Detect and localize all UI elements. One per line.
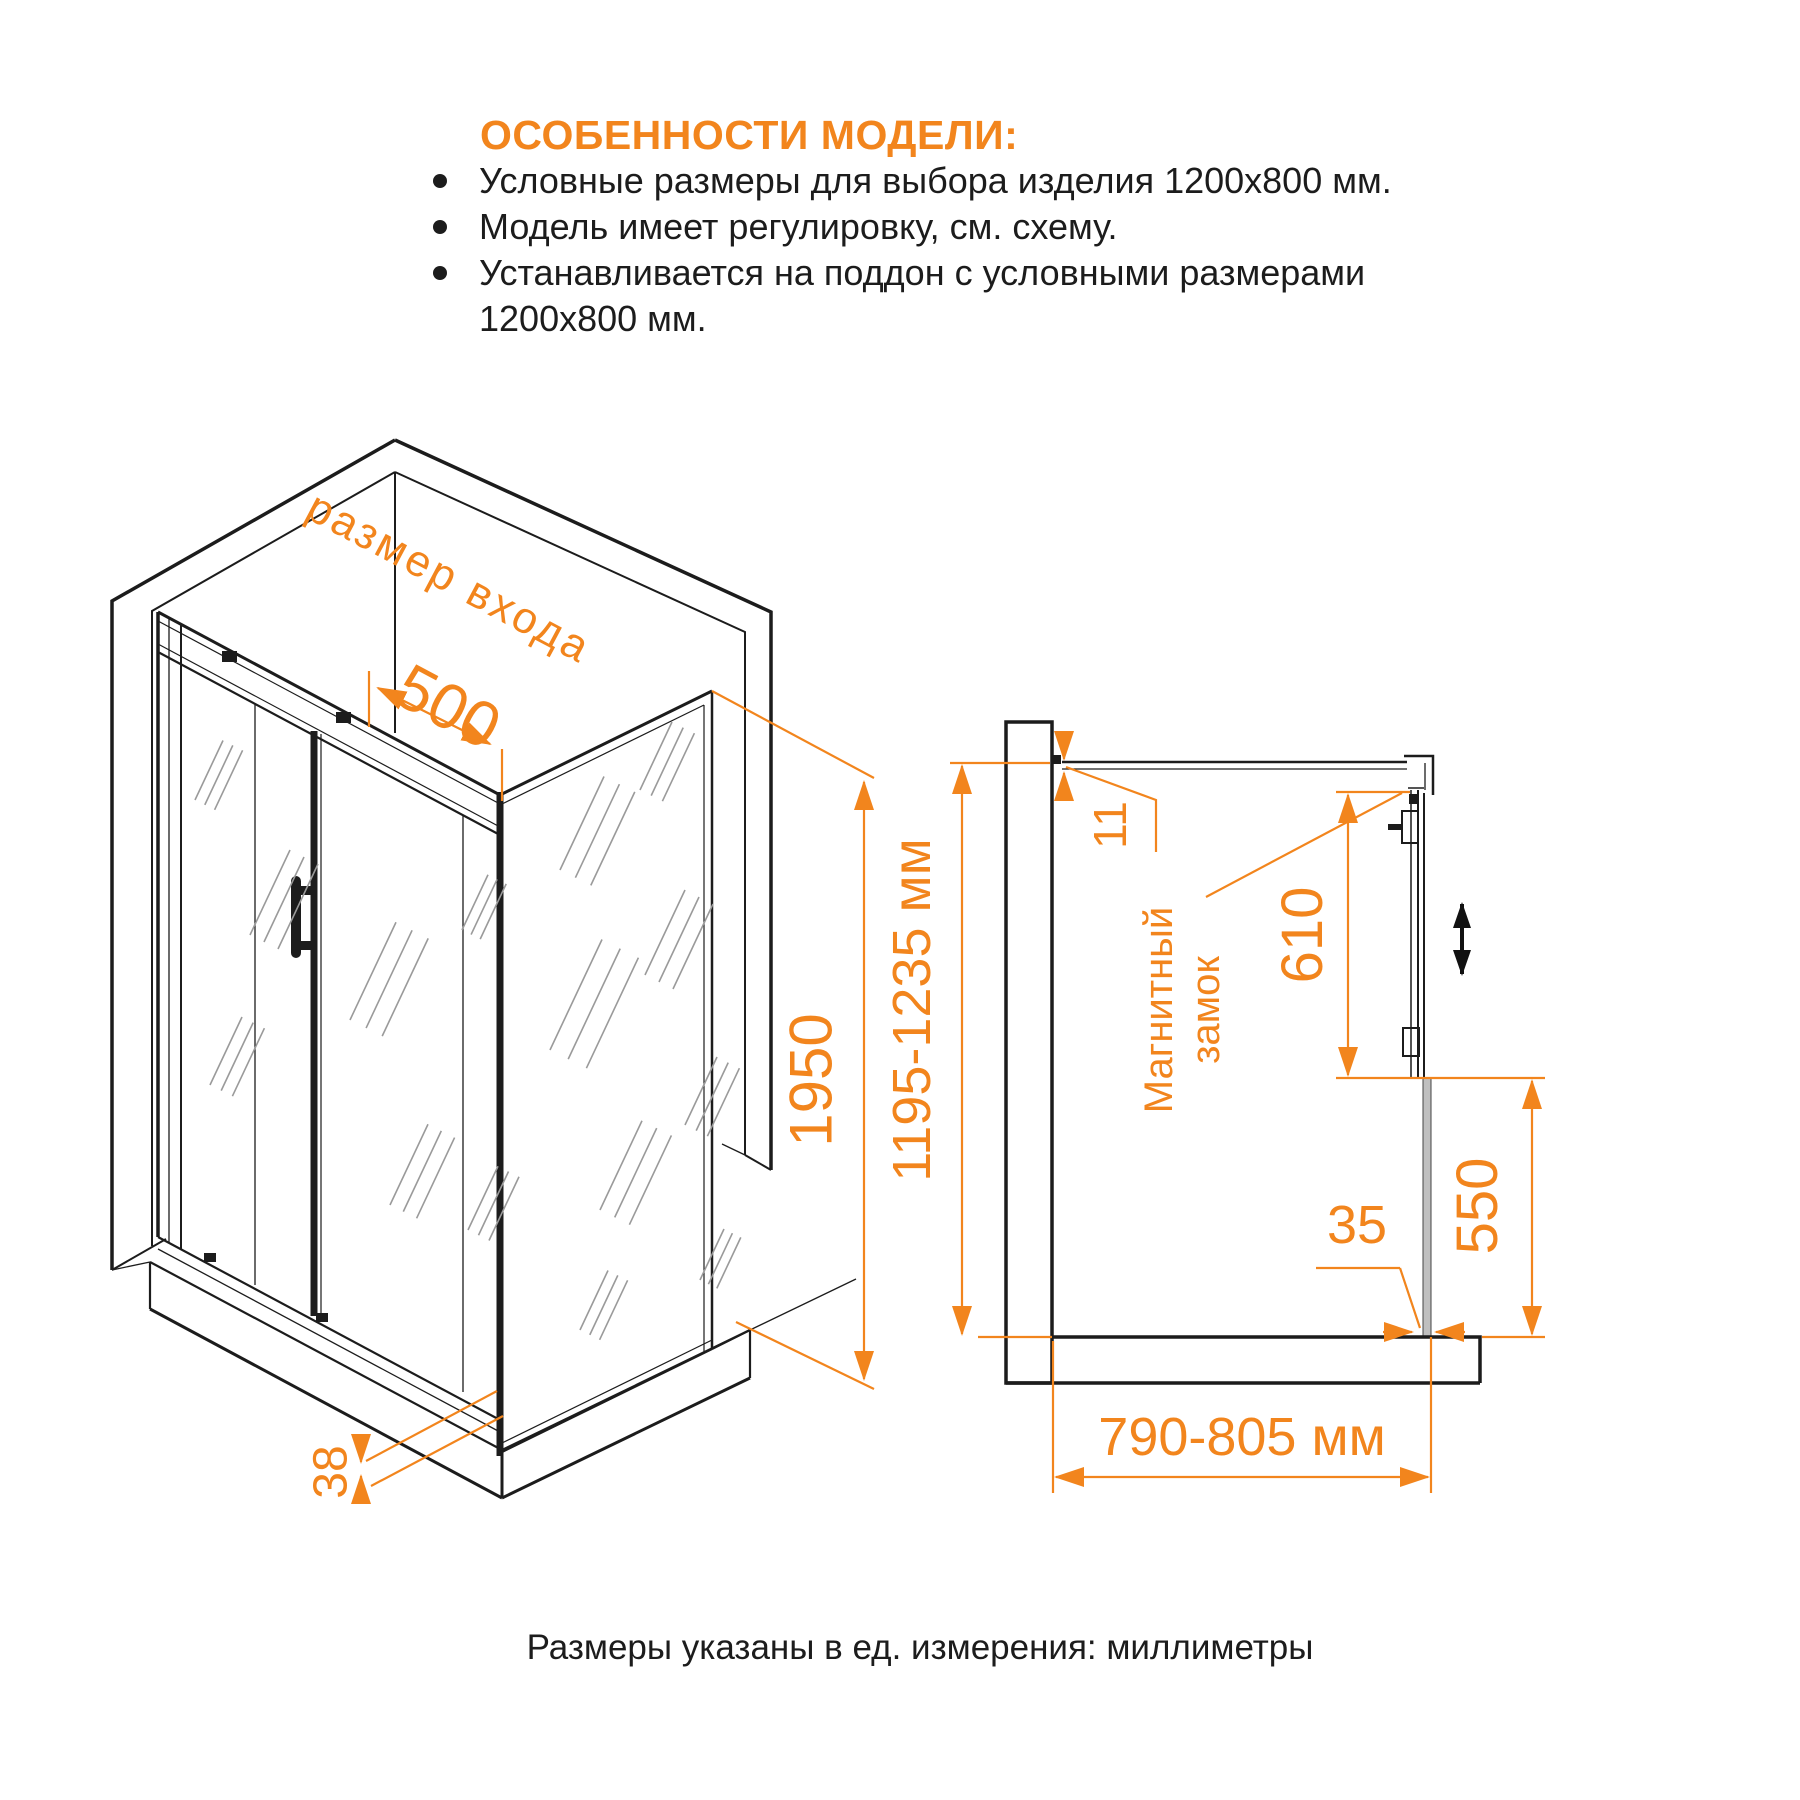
door-guide	[204, 1253, 216, 1262]
fixed-glass	[1423, 1078, 1431, 1337]
units-note: Размеры указаны в ед. измерения: миллиметры	[526, 1628, 1314, 1667]
wall-fixing-notch	[1052, 755, 1061, 764]
dim-lock-zone: 610	[1269, 886, 1335, 984]
dim-width-range: 790-805 мм	[1098, 1407, 1386, 1468]
side-diagram	[950, 722, 1545, 1493]
shower-tray	[150, 1262, 750, 1498]
magnetic-lock-label: Магнитный замок	[1136, 906, 1228, 1114]
door-roller	[336, 712, 351, 723]
door-roller	[222, 651, 237, 662]
wall-section	[1006, 722, 1052, 1383]
dim-adjust-range: 1195-1235 мм	[882, 838, 943, 1182]
corner-profile	[1404, 756, 1433, 795]
feature-text: Модель имеет регулировку, см. схему.	[479, 206, 1118, 247]
side-glass-panel	[500, 691, 712, 1456]
dim-entry-width: 500	[384, 649, 513, 764]
dim-fixed-glass: 550	[1444, 1157, 1510, 1255]
door-guide	[316, 1313, 328, 1322]
feature-text: Устанавливается на поддон с условными размерами 1200x800 мм.	[479, 252, 1366, 339]
entry-size-label: размер входа	[298, 482, 600, 674]
dim-tray-frame: 38	[304, 1445, 358, 1499]
dim-height: 1950	[777, 1013, 845, 1147]
dim-bottom-gap: 35	[1326, 1195, 1388, 1256]
side-dimensions	[950, 733, 1545, 1493]
feature-text: Условные размеры для выбора изделия 1200x800 мм.	[479, 160, 1392, 201]
page-title: ОСОБЕННОСТИ МОДЕЛИ:	[480, 112, 1019, 158]
magnetic-lock-screw	[1402, 811, 1418, 843]
leader-magnetic-lock	[1206, 793, 1402, 897]
glass-hatching	[195, 722, 741, 1340]
tray-section	[1052, 1337, 1480, 1383]
dim-wall-gap: 11	[1083, 801, 1136, 849]
